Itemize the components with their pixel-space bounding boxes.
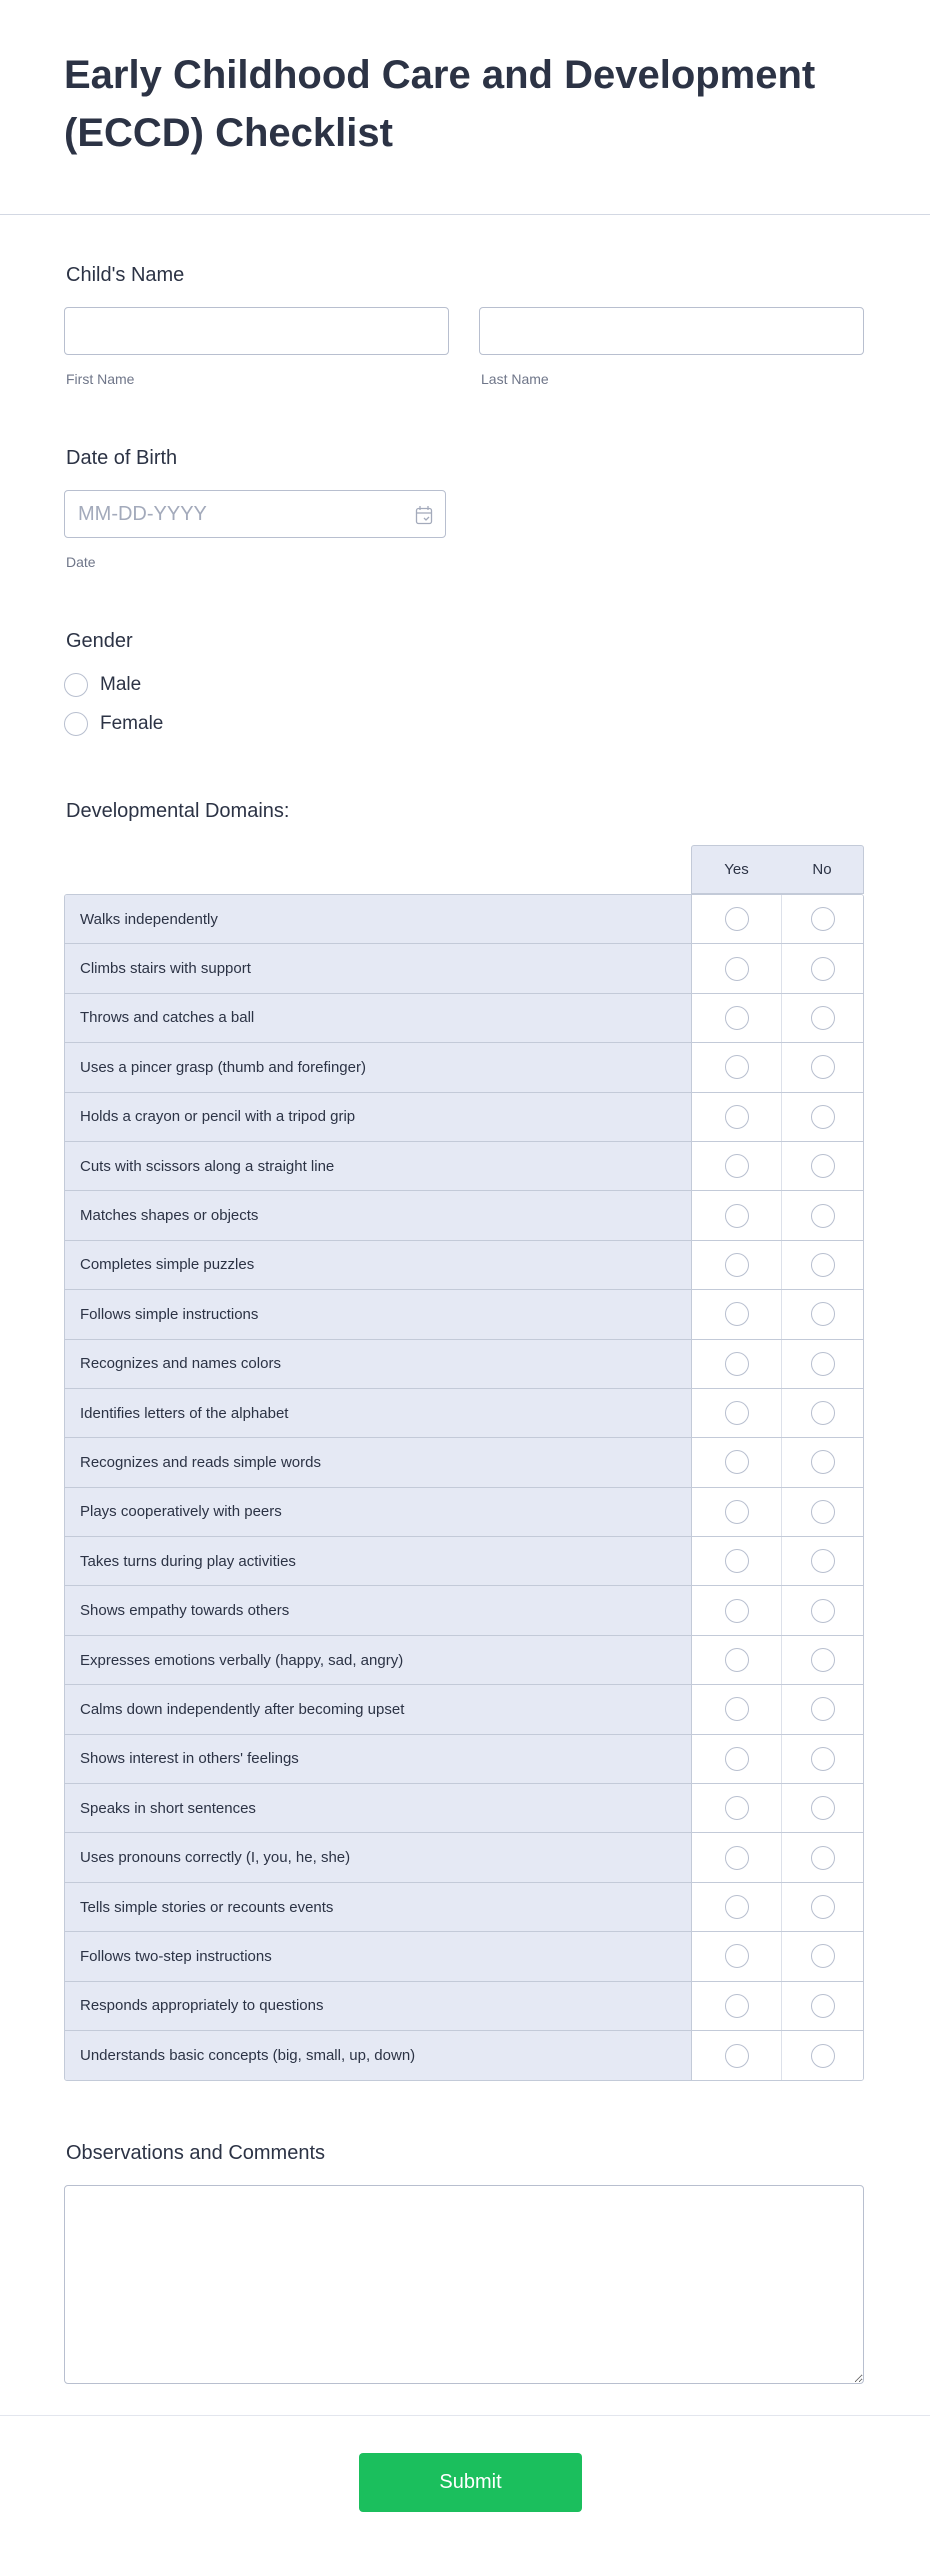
- radio-no[interactable]: [811, 1599, 835, 1623]
- gender-option-label: Female: [100, 713, 164, 734]
- cell-yes[interactable]: [692, 1241, 782, 1289]
- radio-no[interactable]: [811, 1846, 835, 1870]
- row-question: Uses pronouns correctly (I, you, he, she): [65, 1833, 692, 1881]
- cell-yes[interactable]: [692, 1191, 782, 1239]
- radio-no[interactable]: [811, 1994, 835, 2018]
- radio-yes[interactable]: [725, 1549, 749, 1573]
- matrix-row: [65, 1290, 863, 1339]
- matrix-row: [65, 1438, 863, 1487]
- row-question: Recognizes and names colors: [65, 1340, 692, 1388]
- row-question: Shows empathy towards others: [65, 1586, 692, 1634]
- cell-no[interactable]: [782, 1438, 863, 1486]
- radio-yes[interactable]: [725, 957, 749, 981]
- radio-no[interactable]: [811, 1648, 835, 1672]
- cell-no[interactable]: [782, 1784, 863, 1832]
- row-question: Plays cooperatively with peers: [65, 1488, 692, 1536]
- matrix-row: [65, 1191, 863, 1240]
- radio-no[interactable]: [811, 1549, 835, 1573]
- cell-yes[interactable]: [692, 1537, 782, 1585]
- radio-no[interactable]: [811, 1500, 835, 1524]
- row-question: Climbs stairs with support: [65, 944, 692, 992]
- radio-yes[interactable]: [725, 1401, 749, 1425]
- matrix-row: [65, 1932, 863, 1981]
- radio-yes[interactable]: [725, 1599, 749, 1623]
- observations-textarea[interactable]: [64, 2185, 864, 2384]
- cell-no[interactable]: [782, 1389, 863, 1437]
- radio-no[interactable]: [811, 1302, 835, 1326]
- cell-no[interactable]: [782, 2031, 863, 2080]
- radio-yes[interactable]: [725, 1055, 749, 1079]
- cell-yes[interactable]: [692, 1636, 782, 1684]
- cell-no[interactable]: [782, 1043, 863, 1091]
- radio-no[interactable]: [811, 1450, 835, 1474]
- cell-yes[interactable]: [692, 1833, 782, 1881]
- row-question: Understands basic concepts (big, small, up, down): [65, 2031, 692, 2080]
- radio-yes[interactable]: [725, 1796, 749, 1820]
- matrix-row: [65, 2031, 863, 2080]
- matrix-row: [65, 1735, 863, 1784]
- first-name-input[interactable]: [64, 307, 449, 355]
- radio-male[interactable]: [64, 673, 88, 697]
- cell-yes[interactable]: [692, 1586, 782, 1634]
- matrix-row: [65, 1488, 863, 1537]
- first-name-sublabel: First Name: [66, 371, 135, 387]
- dob-input[interactable]: [64, 490, 446, 538]
- radio-yes[interactable]: [725, 1994, 749, 2018]
- matrix-row: [65, 944, 863, 993]
- cell-yes[interactable]: [692, 1438, 782, 1486]
- matrix-row: [65, 1883, 863, 1932]
- cell-yes[interactable]: [692, 1932, 782, 1980]
- cell-yes[interactable]: [692, 895, 782, 943]
- row-question: Throws and catches a ball: [65, 994, 692, 1042]
- radio-yes[interactable]: [725, 1500, 749, 1524]
- matrix-rows: [64, 894, 864, 2081]
- cell-no[interactable]: [782, 1488, 863, 1536]
- column-header-no: No: [781, 845, 864, 894]
- matrix-row: [65, 1537, 863, 1586]
- cell-no[interactable]: [782, 1932, 863, 1980]
- radio-no[interactable]: [811, 1055, 835, 1079]
- row-question: Completes simple puzzles: [65, 1241, 692, 1289]
- radio-no[interactable]: [811, 1944, 835, 1968]
- cell-yes[interactable]: [692, 944, 782, 992]
- radio-no[interactable]: [811, 1154, 835, 1178]
- radio-yes[interactable]: [725, 1204, 749, 1228]
- header-divider: [0, 214, 930, 215]
- radio-no[interactable]: [811, 1697, 835, 1721]
- radio-yes[interactable]: [725, 1302, 749, 1326]
- gender-option-female[interactable]: [64, 712, 163, 736]
- cell-no[interactable]: [782, 1833, 863, 1881]
- gender-label: Gender: [66, 630, 133, 652]
- matrix-row: [65, 1142, 863, 1191]
- cell-no[interactable]: [782, 1586, 863, 1634]
- submit-button[interactable]: Submit: [359, 2453, 582, 2512]
- radio-yes[interactable]: [725, 1154, 749, 1178]
- cell-no[interactable]: [782, 1093, 863, 1141]
- cell-no[interactable]: [782, 994, 863, 1042]
- radio-yes[interactable]: [725, 1006, 749, 1030]
- row-question: Recognizes and reads simple words: [65, 1438, 692, 1486]
- radio-yes[interactable]: [725, 1747, 749, 1771]
- matrix-row: [65, 1784, 863, 1833]
- dob-sublabel: Date: [66, 554, 96, 570]
- cell-no[interactable]: [782, 1636, 863, 1684]
- radio-no[interactable]: [811, 1253, 835, 1277]
- matrix-row: [65, 1093, 863, 1142]
- radio-yes[interactable]: [725, 1648, 749, 1672]
- cell-yes[interactable]: [692, 1389, 782, 1437]
- matrix-row: [65, 895, 863, 944]
- radio-yes[interactable]: [725, 1846, 749, 1870]
- childs-name-label: Child's Name: [66, 264, 185, 286]
- cell-yes[interactable]: [692, 1784, 782, 1832]
- cell-yes[interactable]: [692, 1982, 782, 2030]
- cell-no[interactable]: [782, 1340, 863, 1388]
- radio-yes[interactable]: [725, 1697, 749, 1721]
- cell-no[interactable]: [782, 1685, 863, 1733]
- cell-yes[interactable]: [692, 1488, 782, 1536]
- cell-yes[interactable]: [692, 2031, 782, 2080]
- radio-yes[interactable]: [725, 1105, 749, 1129]
- cell-no[interactable]: [782, 1191, 863, 1239]
- gender-option-male[interactable]: [64, 673, 141, 697]
- cell-no[interactable]: [782, 1735, 863, 1783]
- matrix-row: [65, 1043, 863, 1092]
- row-question: Matches shapes or objects: [65, 1191, 692, 1239]
- matrix-row: [65, 1389, 863, 1438]
- radio-no[interactable]: [811, 1352, 835, 1376]
- cell-no[interactable]: [782, 895, 863, 943]
- row-question: Walks independently: [65, 895, 692, 943]
- row-question: Calms down independently after becoming upset: [65, 1685, 692, 1733]
- cell-no[interactable]: [782, 1982, 863, 2030]
- page-title: Early Childhood Care and Development (ECCD) Checklist: [64, 53, 816, 155]
- footer-divider: [0, 2415, 930, 2416]
- cell-yes[interactable]: [692, 1735, 782, 1783]
- row-question: Follows simple instructions: [65, 1290, 692, 1338]
- radio-yes[interactable]: [725, 907, 749, 931]
- matrix-row: [65, 1982, 863, 2031]
- matrix-row: [65, 1241, 863, 1290]
- matrix-row: [65, 1586, 863, 1635]
- radio-no[interactable]: [811, 1895, 835, 1919]
- row-question: Expresses emotions verbally (happy, sad, angry): [65, 1636, 692, 1684]
- cell-yes[interactable]: [692, 1685, 782, 1733]
- cell-no[interactable]: [782, 944, 863, 992]
- radio-no[interactable]: [811, 907, 835, 931]
- radio-yes[interactable]: [725, 1944, 749, 1968]
- row-question: Uses a pincer grasp (thumb and forefinger): [65, 1043, 692, 1091]
- cell-no[interactable]: [782, 1142, 863, 1190]
- radio-no[interactable]: [811, 1401, 835, 1425]
- row-question: Cuts with scissors along a straight line: [65, 1142, 692, 1190]
- radio-yes[interactable]: [725, 1352, 749, 1376]
- cell-yes[interactable]: [692, 1883, 782, 1931]
- radio-no[interactable]: [811, 957, 835, 981]
- radio-no[interactable]: [811, 1006, 835, 1030]
- cell-yes[interactable]: [692, 1043, 782, 1091]
- gender-option-label: Male: [100, 674, 142, 695]
- observations-label: Observations and Comments: [66, 2142, 326, 2164]
- calendar-icon[interactable]: [415, 505, 433, 525]
- cell-yes[interactable]: [692, 994, 782, 1042]
- radio-no[interactable]: [811, 1105, 835, 1129]
- last-name-input[interactable]: [479, 307, 864, 355]
- radio-no[interactable]: [811, 1204, 835, 1228]
- cell-no[interactable]: [782, 1241, 863, 1289]
- row-question: Holds a crayon or pencil with a tripod grip: [65, 1093, 692, 1141]
- row-question: Speaks in short sentences: [65, 1784, 692, 1832]
- row-question: Responds appropriately to questions: [65, 1982, 692, 2030]
- cell-yes[interactable]: [692, 1093, 782, 1141]
- radio-no[interactable]: [811, 1796, 835, 1820]
- cell-no[interactable]: [782, 1537, 863, 1585]
- dob-placeholder: MM-DD-YYYY: [78, 503, 207, 525]
- dob-label: Date of Birth: [66, 447, 178, 469]
- column-header-yes: Yes: [691, 845, 782, 894]
- radio-yes[interactable]: [725, 1253, 749, 1277]
- cell-yes[interactable]: [692, 1340, 782, 1388]
- matrix-row: [65, 1340, 863, 1389]
- row-question: Takes turns during play activities: [65, 1537, 692, 1585]
- radio-no[interactable]: [811, 2044, 835, 2068]
- radio-yes[interactable]: [725, 2044, 749, 2068]
- last-name-sublabel: Last Name: [481, 371, 549, 387]
- row-question: Shows interest in others' feelings: [65, 1735, 692, 1783]
- row-question: Identifies letters of the alphabet: [65, 1389, 692, 1437]
- row-question: Follows two-step instructions: [65, 1932, 692, 1980]
- matrix-row: [65, 1685, 863, 1734]
- matrix-row: [65, 994, 863, 1043]
- radio-no[interactable]: [811, 1747, 835, 1771]
- cell-yes[interactable]: [692, 1142, 782, 1190]
- row-question: Tells simple stories or recounts events: [65, 1883, 692, 1931]
- radio-yes[interactable]: [725, 1450, 749, 1474]
- cell-no[interactable]: [782, 1290, 863, 1338]
- matrix-row: [65, 1833, 863, 1882]
- radio-yes[interactable]: [725, 1895, 749, 1919]
- radio-female[interactable]: [64, 712, 88, 736]
- cell-yes[interactable]: [692, 1290, 782, 1338]
- domains-label: Developmental Domains:: [66, 800, 290, 822]
- matrix-row: [65, 1636, 863, 1685]
- cell-no[interactable]: [782, 1883, 863, 1931]
